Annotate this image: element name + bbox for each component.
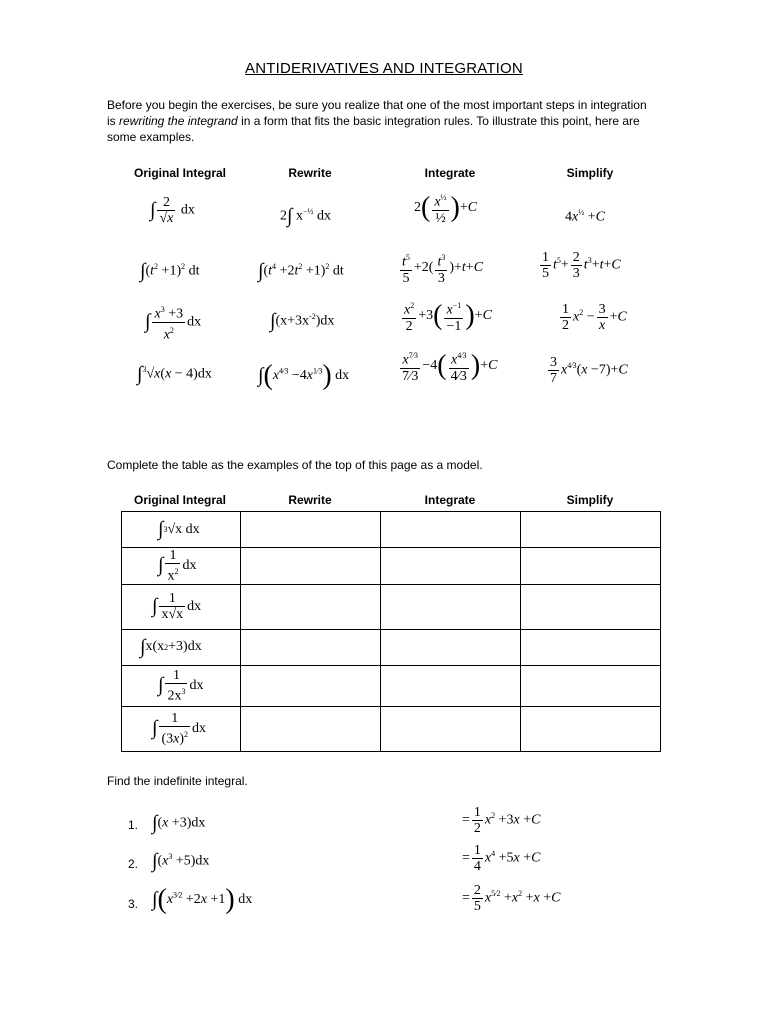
- intro-text-1: Before you begin the exercises, be sure you realize that one of the most important steps in integration is: [107, 98, 647, 128]
- table-header-original: Original Integral: [133, 493, 226, 507]
- cell-integrate[interactable]: [381, 665, 521, 706]
- cell-rewrite[interactable]: [241, 629, 381, 665]
- table-header-integrate: Integrate: [424, 493, 476, 507]
- problem-3-integral: $\int(x^{3⁄2} +2x +1)$ dx: [152, 884, 253, 915]
- cell-integrate[interactable]: [381, 548, 521, 585]
- cell-rewrite[interactable]: [241, 512, 381, 548]
- table-row: [122, 665, 661, 706]
- cell-simplify[interactable]: [521, 548, 661, 585]
- example-4-original: ∫$^3$√x(x − 4)dx: [137, 363, 212, 385]
- cell-integrate[interactable]: [381, 629, 521, 665]
- cell-integrate[interactable]: [381, 584, 521, 629]
- problem-2-number: 2.: [128, 857, 139, 871]
- example-2-simplify: $\frac{1}{5}$ $t^5+$ $\frac{2}{3}$ $t^3+t+C$: [542, 250, 621, 281]
- cell-rewrite[interactable]: [241, 548, 381, 585]
- example-3-simplify: $\frac{1}{2}$ $x^2$ − $\frac{3}{x}$ +C: [562, 302, 627, 333]
- header-simplify: Simplify: [566, 166, 614, 180]
- example-2-rewrite: $\int(t^4 +2t^2 +1)^2$ dt: [258, 260, 344, 282]
- problem-3-number: 3.: [128, 897, 139, 911]
- example-3-rewrite: $\int(x+3x^{-2})dx$: [270, 310, 335, 332]
- example-1-rewrite: 2∫ $x^{-\frac{1}{2}}$ dx: [280, 205, 331, 227]
- cell-original: ∫ 3 √x dx: [122, 512, 241, 548]
- problem-2-integral: $\int(x^3 +5)dx$: [152, 850, 210, 872]
- table-instruction: Complete the table as the examples of the top of this page as a model.: [107, 458, 483, 472]
- cell-simplify[interactable]: [521, 512, 661, 548]
- work-table: [121, 511, 661, 752]
- cell-original: ∫ $\frac{1}{x^2}$ dx: [122, 548, 241, 585]
- example-4-integrate: $\frac{x^{7⁄3}}{7⁄3}$ −4( $\frac{x^{4⁄3}}{4⁄3}$ )+C: [402, 349, 498, 384]
- example-4-rewrite: $\int(x^{4⁄3} -4x^{1⁄3})$ dx: [258, 360, 350, 391]
- header-original: Original Integral: [133, 166, 226, 180]
- intro-text-2: in a form that fits the basic integration rules. To illustrate this point, here are some examples.: [107, 114, 640, 144]
- cell-rewrite[interactable]: [241, 706, 381, 751]
- table-row: [122, 706, 661, 751]
- cell-original: ∫ $\frac{1}{2x^3}$ dx: [122, 665, 241, 706]
- cell-integrate[interactable]: [381, 512, 521, 548]
- table-row: [122, 512, 661, 548]
- header-rewrite: Rewrite: [288, 166, 332, 180]
- example-1-integrate: 2( $\frac{x^{\frac{1}{2}}}{\text{½}}$ )+C: [414, 191, 478, 226]
- example-2-integrate: $\frac{t^5}{5}$ +2( $\frac{t^3}{3}$ )+t+C: [398, 250, 483, 286]
- example-1-simplify: $4x^{\frac{1}{2}} +C$: [565, 208, 605, 225]
- problem-1-number: 1.: [128, 818, 139, 832]
- example-1-original: ∫ $\frac{2}{√x}$ dx: [150, 195, 195, 226]
- table-header-rewrite: Rewrite: [288, 493, 332, 507]
- problem-1-answer: = $\frac{1}{2}$ $x^2 +3x +C$: [462, 805, 541, 836]
- table-header-simplify: Simplify: [566, 493, 614, 507]
- cell-original: ∫ $\frac{1}{(3x)^2}$ dx: [122, 706, 241, 751]
- example-4-simplify: $\frac{3}{7}$ $x^{4⁄3}(x -7)+C$: [550, 355, 628, 386]
- intro-italic: rewriting the integrand: [119, 114, 238, 128]
- cell-simplify[interactable]: [521, 584, 661, 629]
- header-integrate: Integrate: [424, 166, 476, 180]
- intro-paragraph: [107, 97, 647, 145]
- page-title: ANTIDERIVATIVES AND INTEGRATION: [245, 60, 523, 77]
- cell-integrate[interactable]: [381, 706, 521, 751]
- table-row: [122, 584, 661, 629]
- cell-simplify[interactable]: [521, 706, 661, 751]
- problem-1-integral: ∫(x +3)dx: [152, 812, 206, 834]
- table-row: [122, 629, 661, 665]
- table-row: [122, 548, 661, 585]
- example-2-original: $\int(t^2 +1)^2$ dt: [140, 260, 200, 282]
- cell-rewrite[interactable]: [241, 665, 381, 706]
- problem-3-answer: = $\frac{2}{5}$ $x^{5⁄2} +x^2 +x +C$: [462, 883, 561, 914]
- problem-2-answer: = $\frac{1}{4}$ $x^4 +5x +C$: [462, 843, 541, 874]
- cell-original: ∫ x(x 2 +3)dx: [122, 629, 241, 665]
- example-3-original: ∫ $\frac{x^3 +3}{x^2}$ dx: [145, 302, 201, 342]
- find-instruction: Find the indefinite integral.: [107, 774, 248, 788]
- cell-simplify[interactable]: [521, 629, 661, 665]
- cell-original: ∫ $\frac{1}{x√x}$ dx: [122, 584, 241, 629]
- example-3-integrate: $\frac{x^2}{2}$ +3( $\frac{x^{-1}}{-1}$ )+C: [404, 299, 492, 334]
- cell-simplify[interactable]: [521, 665, 661, 706]
- cell-rewrite[interactable]: [241, 584, 381, 629]
